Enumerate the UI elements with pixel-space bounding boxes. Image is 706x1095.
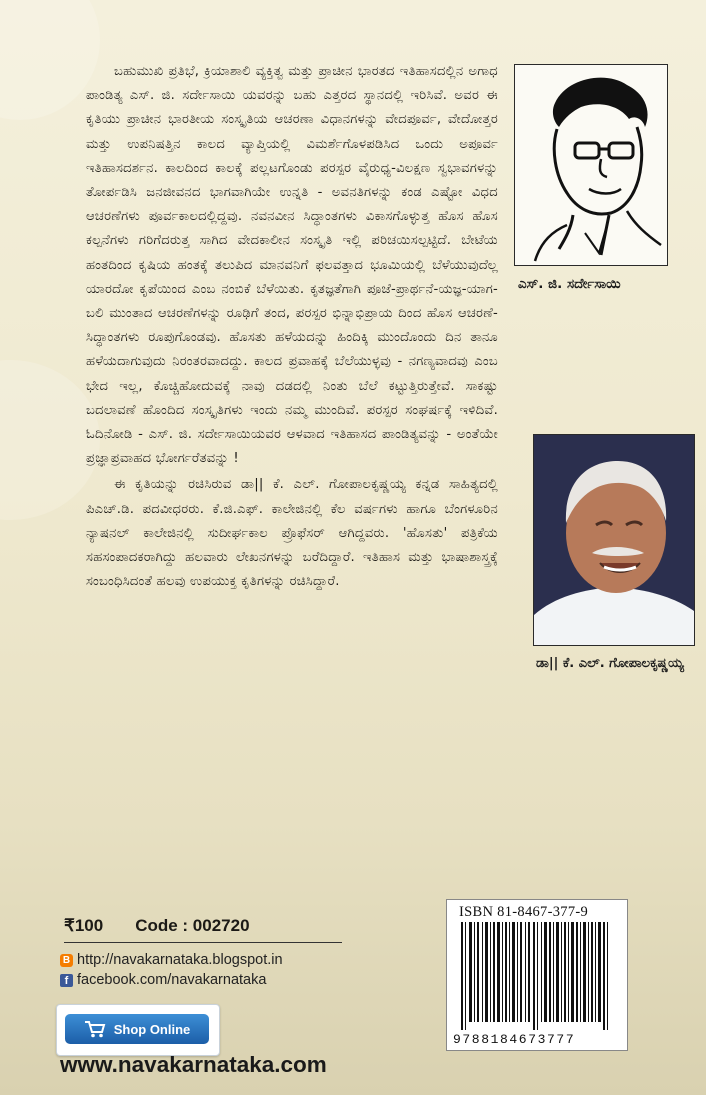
isbn-number: ISBN 81-8467-377-9 xyxy=(459,904,589,920)
shop-online-label: Shop Online xyxy=(113,1021,191,1037)
book-code: Code : 002720 xyxy=(135,916,250,935)
shop-online-inner[interactable] xyxy=(65,1014,209,1044)
blurb-paragraph: ಬಹುಮುಖಿ ಪ್ರತಿಭೆ, ಕ್ರಿಯಾಶಾಲಿ ವ್ಯಕ್ತಿತ್ವ ಮತ್ತು ಪ್ರಾಚೀನ ಭಾರತದ ಇತಿಹಾಸದಲ್ಲಿನ ಅಗಾಧ ಪಾಂಡಿತ್ಯ ಎಸ್. ಜಿ. ಸರ್ದೇಸಾಯಿ ಯವರನ್ನು ಬಹು ಎತ್ತರದ ಸ್ಥಾನದಲ್ಲಿ ಇರಿಸಿವೆ. ಅವರ ಈ ಕೃತಿಯು ಪ್ರಾಚೀನ ಭಾರತೀಯ ಸಂಸ್ಕೃತಿಯ ಆಚರಣಾ ವಿಧಾನಗಳನ್ನು ವೇದಪೂರ್ವ, ವೇದೋತ್ತರ ಮತ್ತು ಉಪನಿಷತ್ತಿನ ಕಾಲದ ವ್ಯಾಪ್ತಿಯಲ್ಲಿ ವಿಮರ್ಶೆಗೊಳಪಡಿಸಿದ ಒಂದು ಅಪೂರ್ವ ಇತಿಹಾಸದರ್ಶನ. ಕಾಲದಿಂದ ಕಾಲಕ್ಕೆ ಪಲ್ಲಟಗೊಂಡು ಪರಸ್ಪರ ವೈರುಧ್ಯ-ವಿಲಕ್ಷಣ ಸ್ವಭಾವಗಳನ್ನು ತೋರ್ಪಡಿಸಿ ಜನಜೀವನದ ಭಾಗವಾಗಿಯೇ ಉನ್ನತಿ - ಅವನತಿಗಳನ್ನು ಕಂಡ ಎಷ್ಟೋ ವಿಧದ ಆಚರಣೆಗಳು ಪೂರ್ವಕಾಲದಲ್ಲಿದ್ದವು. ನವನವೀನ ಸಿದ್ಧಾಂತಗಳು ವಿಕಾಸಗೊಳ್ಳುತ್ತ ಹೊಸ ಹೊಸ ಕಲ್ಪನೆಗಳು ಗರಿಗೆದರುತ್ತ ಸಾಗಿದ ವೇದಕಾಲೀನ ಸಂಸ್ಕೃತಿ ಇಲ್ಲಿ ಪರಿಚಯಿಸಲ್ಪಟ್ಟಿದೆ. ಬೇಟೆಯ ಹಂತದಿಂದ ಕೃಷಿಯ ಹಂತಕ್ಕೆ ತಲುಪಿದ ಮಾನವನಿಗೆ ಫಲವತ್ತಾದ ಭೂಮಿಯಲ್ಲಿ ಬೆಳೆಯುವುದೆಲ್ಲ ಯಾರದೋ ಕೃಪೆಯಿಂದ ಎಂಬ ನಂಬಿಕೆ ಬೆಳೆಯಿತು. ಕೃತಜ್ಞತೆಗಾಗಿ ಪೂಜೆ-ಪ್ರಾರ್ಥನೆ-ಯಜ್ಞ-ಯಾಗ-ಬಲಿ ಮುಂತಾದ ಆಚರಣೆಗಳನ್ನು ರೂಢಿಗೆ ತಂದ, ಪರಸ್ಪರ ಭಿನ್ನಾಭಿಪ್ರಾಯ ದಿಂದ ಹೊಸ ಆಚರಣೆ-ಸಿದ್ಧಾಂತಗಳು ರೂಪುಗೊಂಡವು. ಹೊಸತು ಹಳೆಯದನ್ನು ಹಿಂದಿಕ್ಕಿ ಮುಂದೊಂದು ದಿನ ತಾನೂ ಹಳೆಯದಾಗುವುದು ನಿರಂತರವಾದದ್ದು. ಕಾಲದ ಪ್ರವಾಹಕ್ಕೆ ಬೆಲೆಯುಳ್ಳವು - ನಗಣ್ಯವಾದವು ಎಂಬ ಭೇದ ಇಲ್ಲ, ಕೊಚ್ಚಿಹೋದುವಕ್ಕೆ ನಾವು ದಡದಲ್ಲಿ ನಿಂತು ಬೆಲೆ ಕಟ್ಟುತ್ತಿರುತ್ತೇವೆ. ಸಾಕಷ್ಟು ಬದಲಾವಣೆ ಹೊಂದಿದ ಸಂಸ್ಕೃತಿಗಳು ಇಂದು ನಮ್ಮ ಮುಂದಿವೆ. ಪರಸ್ಪರ ಸಂಘರ್ಷಕ್ಕೆ ಇಳಿದಿವೆ. ಓದಿನೋಡಿ - ಎಸ್. ಜಿ. ಸರ್ದೇಸಾಯಿಯವರ ಆಳವಾದ ಇತಿಹಾಸದ ಪಾಂಡಿತ್ಯವನ್ನು - ಅಂತೆಯೇ ಪ್ರಜ್ಞಾಪ್ರವಾಹದ ಭೋರ್ಗರೆತವನ್ನು ! xyxy=(86,64,498,467)
price: ₹100 xyxy=(64,916,104,935)
website-url[interactable]: www.navakarnataka.com xyxy=(60,1052,327,1077)
blogger-icon: B xyxy=(60,954,73,967)
blog-link[interactable] xyxy=(60,952,283,968)
facebook-icon: f xyxy=(60,974,73,987)
facebook-url: facebook.com/navakarnataka xyxy=(77,972,267,988)
sketch-portrait-image xyxy=(515,65,667,265)
background-shape xyxy=(0,0,100,120)
blog-url: http://navakarnataka.blogspot.in xyxy=(77,952,283,968)
isbn-barcode-box xyxy=(446,899,628,1051)
price-code-row xyxy=(64,910,342,943)
blurb-paragraph: ಈ ಕೃತಿಯನ್ನು ರಚಿಸಿರುವ ಡಾ|| ಕೆ. ಎಲ್. ಗೋಪಾಲಕೃಷ್ಣಯ್ಯ ಕನ್ನಡ ಸಾಹಿತ್ಯದಲ್ಲಿ ಪಿಎಚ್.ಡಿ. ಪದವೀಧರರು. ಕೆ.ಜಿ.ಎಫ್. ಕಾಲೇಜಿನಲ್ಲಿ ಕೆಲ ವರ್ಷಗಳು ಹಾಗೂ ಬೆಂಗಳೂರಿನ ನ್ಯಾಷನಲ್ ಕಾಲೇಜಿನಲ್ಲಿ ಸುದೀರ್ಘಕಾಲ ಪ್ರೊಫೆಸರ್ ಆಗಿದ್ದವರು. 'ಹೊಸತು' ಪತ್ರಿಕೆಯ ಸಹಸಂಪಾದಕರಾಗಿದ್ದು ಹಲವಾರು ಲೇಖನಗಳನ್ನು ಬರೆದಿದ್ದಾರೆ. ಇತಿಹಾಸ ಮತ್ತು ಭಾಷಾಶಾಸ್ತ್ರಕ್ಕೆ ಸಂಬಂಧಿಸಿದಂತೆ ಹಲವು ಉಪಯುಕ್ತ ಕೃತಿಗಳನ್ನು ರಚಿಸಿದ್ದಾರೆ. xyxy=(86,477,498,590)
author-sketch-portrait xyxy=(514,64,668,266)
shop-online-button[interactable] xyxy=(56,1004,220,1056)
photo-caption: ಡಾ|| ಕೆ. ಎಲ್. ಗೋಪಾಲಕೃಷ್ಣಯ್ಯ xyxy=(536,656,684,671)
sketch-caption: ಎಸ್. ಜಿ. ಸರ್ದೇಸಾಯಿ xyxy=(518,276,621,292)
author-photo xyxy=(533,434,695,646)
author-photo-image xyxy=(534,435,694,645)
facebook-link[interactable] xyxy=(60,972,266,988)
back-cover-blurb xyxy=(86,60,498,594)
shopping-cart-icon xyxy=(84,1020,106,1038)
background-shape xyxy=(0,360,100,520)
barcode-digits: 9788184673777 xyxy=(453,1032,576,1047)
